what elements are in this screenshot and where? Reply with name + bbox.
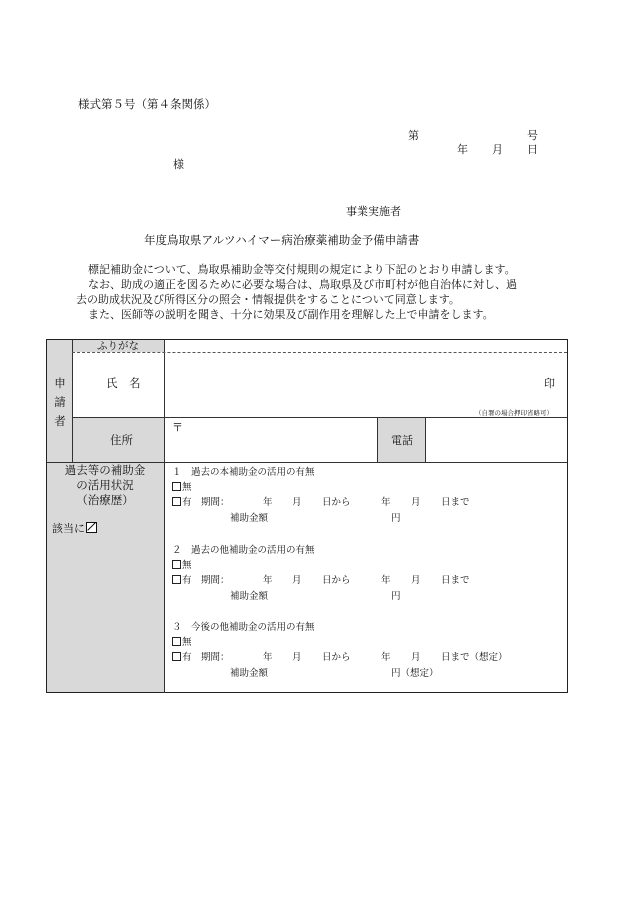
date-year-label: 年 (457, 143, 468, 156)
amount-label: 補助金額 (230, 667, 269, 679)
option-none[interactable]: 無 (172, 480, 192, 495)
section-heading: １ 過去の本補助金の活用の有無 (172, 467, 315, 478)
period-until: 日まで（想定） (441, 652, 508, 664)
option-none[interactable]: 無 (172, 558, 192, 573)
period-month-1: 月 (292, 652, 302, 664)
applicant-label: 申 請 者 (54, 376, 66, 428)
phone-label: 電話 (391, 434, 413, 447)
period-year-1: 年 (263, 575, 273, 587)
number-prefix: 第 (408, 129, 419, 142)
seal-mark: 印 (544, 377, 555, 390)
application-statement (76, 262, 556, 322)
history-label: 過去等の補助金 の活用状況 （治療歴） (64, 463, 146, 507)
date-day-label: 日 (527, 143, 538, 156)
amount-label: 補助金額 (230, 590, 269, 602)
option-none[interactable]: 無 (172, 635, 192, 650)
addressee-suffix: 様 (173, 158, 184, 171)
period-month-2: 月 (411, 652, 421, 664)
period-month-2: 月 (411, 575, 421, 587)
checkbox-icon[interactable] (172, 652, 181, 661)
period-year-2: 年 (381, 497, 391, 509)
date-month-label: 月 (492, 143, 503, 156)
statement-line: 去の助成状況及び所得区分の照会・情報提供をすることについて同意します。 (76, 293, 460, 306)
statement-line: また、医師等の説明を聞き、十分に効果及び副作用を理解した上で申請をします。 (88, 308, 494, 321)
checkbox-icon[interactable] (172, 637, 181, 646)
period-year-2: 年 (381, 652, 391, 664)
period-year-2: 年 (381, 575, 391, 587)
check-note: 該当に (52, 520, 97, 536)
postal-mark: 〒 (172, 421, 183, 434)
history-section-2 (172, 543, 552, 604)
period-from: 日から (322, 652, 351, 664)
period-from: 日から (322, 497, 351, 509)
option-yes[interactable]: 有 期間： (172, 650, 230, 665)
period-year-1: 年 (263, 652, 273, 664)
period-month-1: 月 (292, 497, 302, 509)
implementer-label: 事業実施者 (346, 205, 401, 218)
document-title: 年度鳥取県アルツハイマー病治療薬補助金予備申請書 (144, 233, 420, 247)
period-until: 日まで (441, 497, 470, 509)
history-section-1 (172, 465, 552, 526)
form-id: 様式第５号（第４条関係） (78, 97, 216, 111)
yen-label: 円 (391, 512, 401, 524)
option-yes[interactable]: 有 期間： (172, 495, 230, 510)
amount-label: 補助金額 (230, 512, 269, 524)
checkbox-icon[interactable] (172, 575, 181, 584)
section-heading: ２ 過去の他補助金の活用の有無 (172, 545, 315, 556)
period-month-1: 月 (292, 575, 302, 587)
statement-line: なお、助成の適正を図るために必要な場合は、鳥取県及び市町村が他自治体に対し、過 (88, 278, 517, 291)
period-from: 日から (322, 575, 351, 587)
period-until: 日まで (441, 575, 470, 587)
checkbox-icon[interactable] (172, 497, 181, 506)
address-label: 住所 (110, 433, 133, 447)
seal-note: （自署の場合押印省略可） (475, 409, 553, 417)
name-label: 氏 名 (106, 376, 141, 390)
option-yes[interactable]: 有 期間： (172, 573, 230, 588)
number-suffix: 号 (527, 129, 538, 142)
period-year-1: 年 (263, 497, 273, 509)
furigana-label: ふりがな (97, 340, 139, 352)
section-heading: ３ 今後の他補助金の活用の有無 (172, 622, 315, 633)
yen-label: 円 (391, 590, 401, 602)
period-month-2: 月 (411, 497, 421, 509)
yen-label: 円（想定） (391, 667, 439, 679)
statement-line: 標記補助金について、鳥取県補助金等交付規則の規定により下記のとおり申請します。 (88, 263, 516, 276)
checked-box-icon (86, 522, 97, 533)
history-section-3 (172, 620, 552, 681)
checkbox-icon[interactable] (172, 560, 181, 569)
checkbox-icon[interactable] (172, 482, 181, 491)
